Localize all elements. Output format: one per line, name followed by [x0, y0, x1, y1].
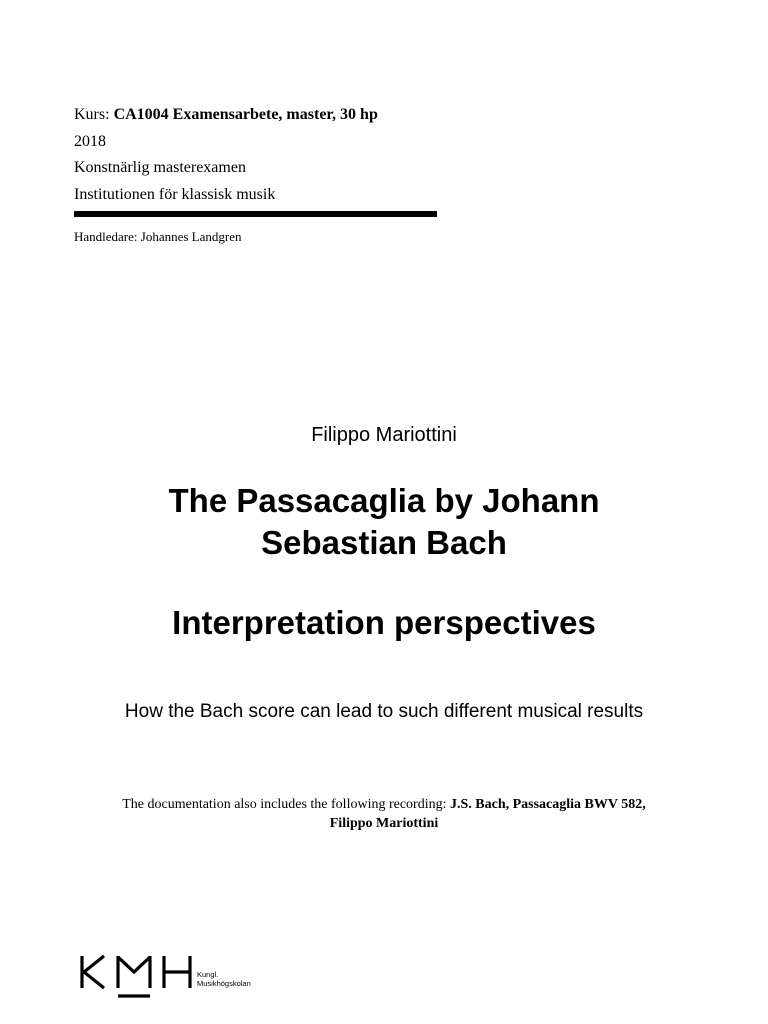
- course-label: Kurs:: [74, 106, 110, 123]
- kmh-logo-mark: [80, 954, 195, 998]
- course-line: [74, 102, 454, 129]
- logo-line-1: Kungl.: [197, 970, 219, 979]
- header-divider: [74, 211, 437, 217]
- degree: Konstnärlig masterexamen: [74, 159, 246, 176]
- supervisor: Handledare: Johannes Landgren: [74, 229, 242, 244]
- logo-wordmark: [197, 971, 251, 988]
- kmh-logo: [80, 954, 280, 998]
- author-name: Filippo Mariottini: [311, 424, 457, 446]
- recording-note: [0, 795, 768, 833]
- document-tagline: How the Bach score can lead to such different musical results: [124, 701, 644, 722]
- document-subtitle: Interpretation perspectives: [172, 604, 596, 641]
- document-title: The Passacaglia by Johann Sebastian Bach: [168, 482, 600, 561]
- recording-title: J.S. Bach, Passacaglia BWV 582, Filippo Mariottini: [329, 797, 646, 831]
- logo-line-2: Musikhögskolan: [197, 978, 251, 988]
- year: 2018: [74, 132, 106, 150]
- department: Institutionen för klassisk musik: [74, 185, 276, 203]
- recording-intro: The documentation also includes the following recording:: [122, 797, 447, 812]
- course-info: [74, 102, 454, 208]
- course-value: CA1004 Examensarbete, master, 30 hp: [113, 106, 378, 123]
